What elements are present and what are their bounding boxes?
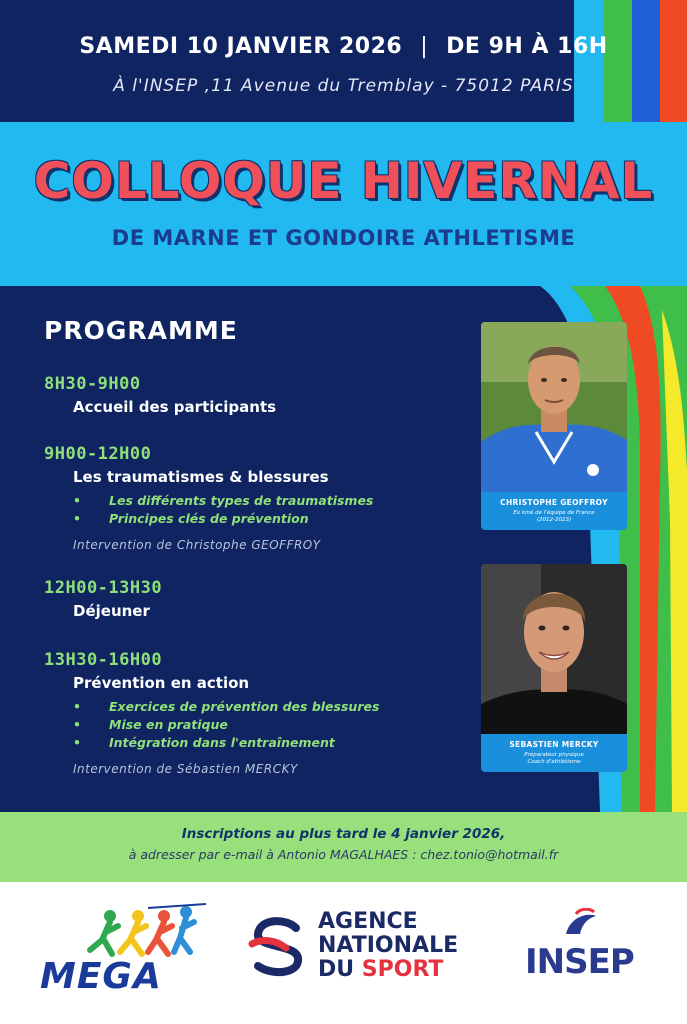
programme-slot: [44, 650, 464, 776]
slot-intervention: Intervention de Christophe GEOFFROY: [73, 538, 321, 552]
mega-athletes-icon: [78, 902, 208, 962]
speaker-photo: [481, 322, 627, 492]
inscription-band: [0, 812, 687, 882]
mega-logo-text: MEGA: [40, 956, 162, 997]
slot-time: 9H00-12H00: [44, 444, 152, 464]
speaker-photo: [481, 564, 627, 734]
title-band: [0, 122, 687, 286]
event-subtitle: DE MARNE ET GONDOIRE ATHLETISME: [111, 226, 576, 250]
ans-logo-text: AGENCE NATIONALE DU SPORT: [318, 909, 459, 982]
event-title: COLLOQUE HIVERNAL: [33, 152, 654, 210]
bullet-item: • Principes clés de prévention: [73, 511, 309, 526]
bullet-item: • Intégration dans l'entraînement: [73, 735, 335, 750]
bullet-dot: •: [73, 493, 81, 508]
bullet-item: • Exercices de prévention des blessures: [73, 699, 380, 714]
speaker-photo-christophe: [481, 322, 627, 492]
bullet-dot: •: [73, 699, 81, 714]
insep-marianne-icon: [560, 908, 600, 938]
slot-title: Les traumatismes & blessures: [73, 468, 329, 486]
slot-time: 8H30-9H00: [44, 374, 141, 394]
slot-title: Déjeuner: [73, 602, 150, 620]
date-separator: |: [420, 34, 429, 59]
slot-title: Prévention en action: [73, 674, 250, 692]
inscription-deadline: Inscriptions au plus tard le 4 janvier 2026,: [181, 826, 506, 842]
ans-s-icon: [246, 914, 310, 978]
speaker-role: Ex kiné de l'équipe de France (2012-2023): [513, 510, 595, 523]
slot-intervention: Intervention de Sébastien MERCKY: [73, 762, 298, 776]
date-line: [0, 34, 687, 59]
bullet-item: • Les différents types de traumatismes: [73, 493, 374, 508]
speaker-info: [481, 492, 627, 530]
programme-slot: [44, 374, 464, 416]
partner-logos: [0, 882, 687, 1024]
event-venue: À l'INSEP ,11 Avenue du Tremblay - 75012 PARIS: [113, 76, 574, 96]
slot-time: 13H30-16H00: [44, 650, 163, 670]
bullet-dot: •: [73, 717, 81, 732]
programme-slot: [44, 444, 464, 552]
inscription-contact: à adresser par e-mail à Antonio MAGALHAES : chez.tonio@hotmail.fr: [128, 847, 559, 862]
speaker-card: [481, 322, 627, 530]
event-date: SAMEDI 10 JANVIER 2026: [79, 34, 403, 59]
programme-section: [0, 286, 687, 812]
speaker-role: Préparateur physique Coach d'athlétisme: [524, 752, 584, 765]
header: [0, 0, 687, 122]
event-hours: DE 9H À 16H: [446, 34, 608, 59]
programme-slot: [44, 578, 464, 620]
speaker-name: CHRISTOPHE GEOFFROY: [500, 498, 608, 507]
speaker-card: [481, 564, 627, 772]
slot-bullets: [73, 492, 464, 528]
speaker-photo-sebastien: [481, 564, 627, 734]
programme-heading: PROGRAMME: [44, 316, 238, 345]
speaker-info: [481, 734, 627, 772]
slot-time: 12H00-13H30: [44, 578, 163, 598]
insep-logo-text: INSEP: [525, 942, 634, 982]
slot-bullets: [73, 698, 464, 752]
bullet-dot: •: [73, 735, 81, 750]
bullet-dot: •: [73, 511, 81, 526]
bullet-item: • Mise en pratique: [73, 717, 228, 732]
speaker-name: SEBASTIEN MERCKY: [509, 740, 599, 749]
slot-title: Accueil des participants: [73, 398, 277, 416]
